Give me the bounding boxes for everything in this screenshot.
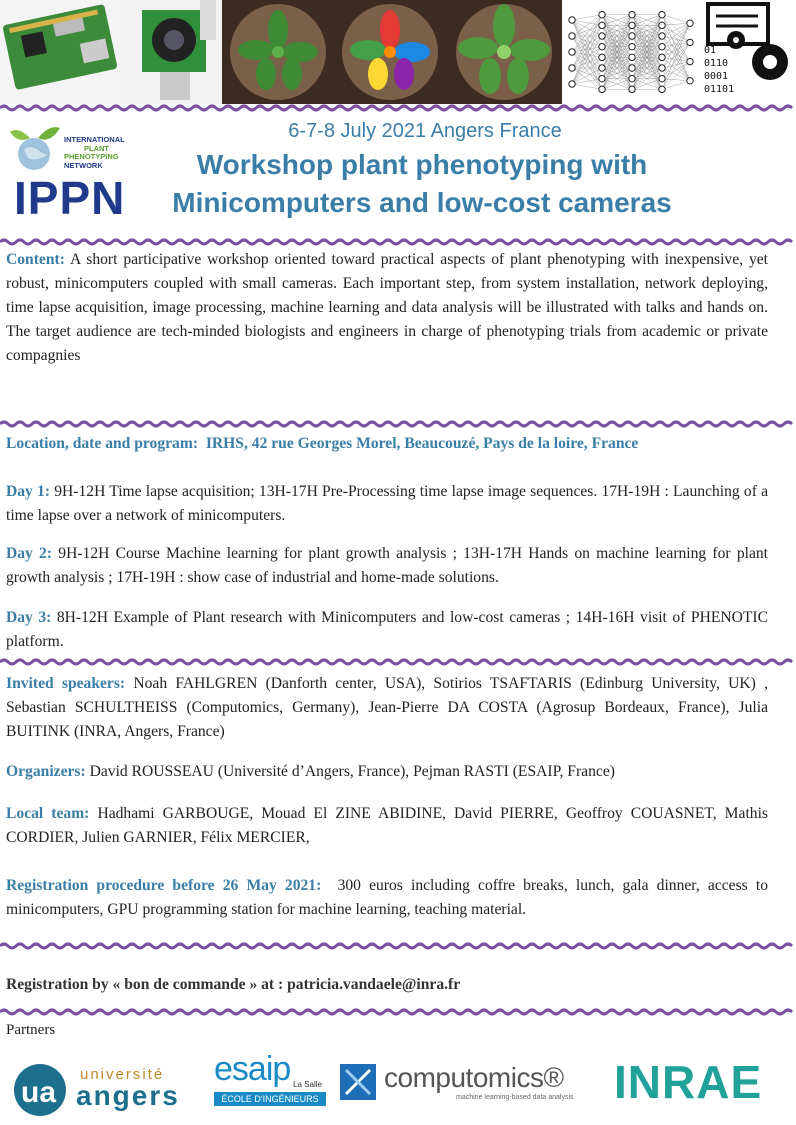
angers-line-2: angers (76, 1080, 180, 1111)
page-title (132, 146, 712, 222)
plant-image-2 (446, 0, 562, 104)
content-paragraph (6, 248, 768, 368)
speakers-text: Noah FAHLGREN (Danforth center, USA), Sotirios TSAFTARIS (Edinburg University, UK) , Sebastian SCHULTHEISS (Computomics, Germany), Jean-Pierre DA COSTA (Agrosup Bordeaux, France), Julia BUITINK (INRA, Angers, France) (6, 675, 768, 740)
day-2 (6, 542, 768, 590)
binary-code-text: 01 0110 0001 01101 (704, 45, 735, 95)
partners-label: Partners (6, 1022, 56, 1038)
plant-image-segmented (334, 0, 446, 104)
esaip-tag: La Salle (293, 1080, 322, 1089)
registration-label: Registration procedure before 26 May 2021: (6, 877, 322, 894)
computomics-logo (340, 1062, 610, 1106)
header-photo-strip (0, 0, 796, 104)
day-3 (6, 606, 768, 654)
day-1-label: Day 1: (6, 483, 51, 500)
content-text: A short participative workshop oriented toward practical aspects of plant phenotyping with inexpensive, yet robust, minicomputers coupled with small cameras. Each important step, from system installation, network deploying, time lapse acquisition, image processing, machine learning and data analysis will be illustrated with talks and hands on. The target audience are tech-minded biologists and engineers in charge of phenotyping trials from academic or private compagnies (6, 251, 768, 364)
registration-procedure (6, 874, 768, 922)
day-1-text: 9H-12H Time lapse acquisition; 13H-17H Pre-Processing time lapse image sequences. 17H-19H : Launching of a time lapse over a network of minicomputers. (6, 483, 768, 524)
ippn-acronym (14, 172, 125, 224)
ippn-acronym-text: IPPN (14, 172, 126, 224)
divider (0, 1008, 796, 1016)
divider (0, 942, 796, 950)
logo-line-1: INTERNATIONAL (64, 135, 125, 144)
divider (0, 658, 796, 666)
registration-order-line: Registration by « bon de commande » at : patricia.vandaele@inra.fr (6, 976, 461, 993)
speakers-label: Invited speakers: (6, 675, 126, 692)
organizers-label: Organizers: (6, 763, 86, 780)
ippn-logo (4, 124, 134, 224)
local-team-text: Hadhami GARBOUGE, Mouad El ZINE ABIDINE, David PIERRE, Geoffroy COUASNET, Mathis CORDIER, Julien GARNIER, Félix MERCIER, (6, 805, 769, 846)
divider (0, 238, 796, 246)
camera-module-photo (120, 0, 222, 104)
inrae-logo: INRAE (614, 1056, 763, 1108)
registration-text: 300 euros including coffre breaks, lunch, gala dinner, access to minicomputers, GPU programming station for machine learning, teaching material. (6, 877, 768, 918)
day-2-label: Day 2: (6, 545, 53, 562)
leaf-globe-icon (8, 124, 60, 172)
local-team-label: Local team: (6, 805, 90, 822)
title-line-1: Workshop plant phenotyping with (196, 149, 648, 180)
logo-line-2: PLANT (84, 143, 109, 153)
local-team (6, 802, 768, 850)
day-2-text: 9H-12H Course Machine learning for plant growth analysis ; 13H-17H Hands on machine learning for plant growth analysis ; 17H-19H : show case of industrial and home-made solutions. (6, 545, 769, 586)
event-date: 6-7-8 July 2021 Angers France (288, 120, 562, 142)
title-line-2: Minicomputers and low-cost cameras (172, 187, 672, 218)
organizers-text: David ROUSSEAU (Université d’Angers, France), Pejman RASTI (ESAIP, France) (89, 763, 615, 780)
day-3-text: 8H-12H Example of Plant research with Minicomputers and low-cost cameras ; 14H-16H visit of PHENOTIC platform. (6, 609, 768, 650)
raspberry-pi-photo (0, 0, 120, 104)
neural-network-graphic (562, 0, 700, 104)
location-line (6, 432, 768, 456)
organizers (6, 760, 768, 784)
angers-line-1: université (80, 1066, 165, 1083)
computomics-sub: machine learning-based data analysis (456, 1094, 574, 1101)
plant-image-1 (222, 0, 334, 104)
day-1 (6, 480, 768, 528)
invited-speakers (6, 672, 768, 744)
logo-line-3: PHENOTYPING (64, 152, 119, 161)
content-label: Content: (6, 251, 65, 268)
computomics-name: computomics® (384, 1062, 564, 1093)
ua-emblem-icon (10, 1058, 76, 1118)
code-gears-graphic (700, 0, 796, 104)
day-3-label: Day 3: (6, 609, 52, 626)
location-text: IRHS, 42 rue Georges Morel, Beaucouzé, Pays de la loire, France (205, 435, 639, 452)
svg-text:ua: ua (21, 1076, 57, 1109)
esaip-name: esaip (214, 1050, 291, 1088)
dna-icon (340, 1064, 376, 1100)
logo-line-4: NETWORK (64, 160, 103, 170)
location-label: Location, date and program: (6, 435, 199, 452)
universite-angers-logo (10, 1058, 200, 1118)
esaip-logo (214, 1050, 326, 1104)
divider (0, 104, 796, 112)
esaip-sub: ÉCOLE D'INGÉNIEURS (214, 1092, 326, 1106)
divider (0, 420, 796, 428)
